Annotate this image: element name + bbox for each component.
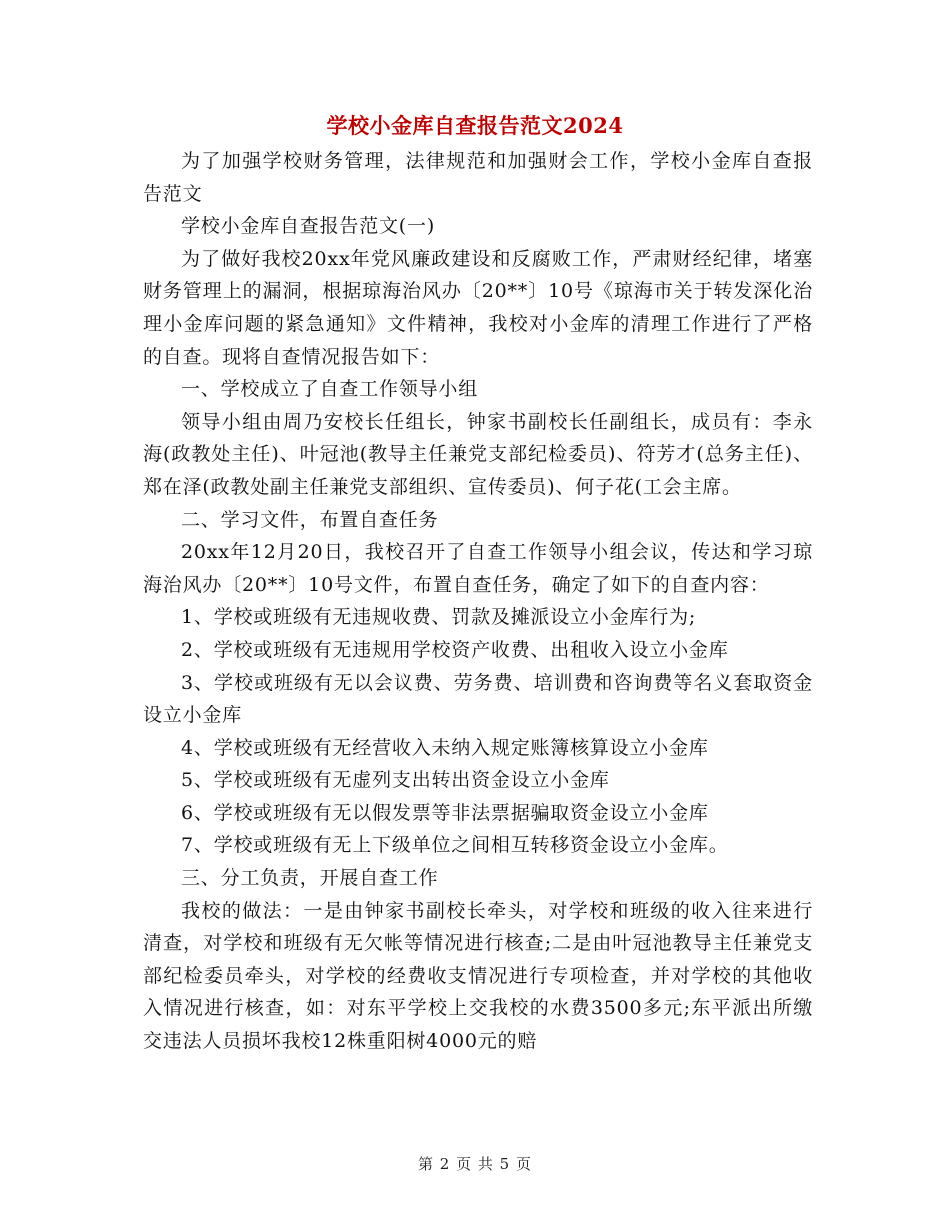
list-item: 7、学校或班级有无上下级单位之间相互转移资金设立小金库。 <box>181 834 729 857</box>
body-paragraph: 20xx年12月20日，我校召开了自查工作领导小组会议，传达和学习琼海治风办〔20**〕10号文件，布置自查任务，确定了如下的自查内容： <box>143 541 813 596</box>
body-paragraph: 为了做好我校20xx年党风廉政建设和反腐败工作，严肃财经纪律，堵塞财务管理上的漏洞，根据琼海治风办〔20**〕10号《琼海市关于转发深化治理小金库问题的紧急通知》文件精神，我校对小金库的清理工作进行了严格的自查。现将自查情况报告如下： <box>143 247 813 368</box>
list-item: 3、学校或班级有无以会议费、劳务费、培训费和咨询费等名义套取资金设立小金库 <box>143 671 813 727</box>
body-paragraph: 领导小组由周乃安校长任组长，钟家书副校长任副组长，成员有：李永海(政教处主任)、叶冠池(教导主任兼党支部纪检委员)、符芳才(总务主任)、郑在泽(政教处副主任兼党支部组织、宣传委员)、何子花(工会主席。 <box>143 410 813 498</box>
list-item: 1、学校或班级有无违规收费、罚款及摊派设立小金库行为; <box>181 606 697 629</box>
section-heading: 三、分工负责，开展自查工作 <box>181 867 439 890</box>
list-item: 4、学校或班级有无经营收入未纳入规定账簿核算设立小金库 <box>181 736 709 759</box>
body-paragraph: 我校的做法：一是由钟家书副校长牵头，对学校和班级的收入往来进行清查，对学校和班级有无欠帐等情况进行核查;二是由叶冠池教导主任兼党支部纪检委员牵头，对学校的经费收支情况进行专项检查，并对学校的其他收入情况进行核查，如：对东平学校上交我校的水费3500多元;东平派出所缴交违法人员损坏我校12株重阳树4000元的赔 <box>143 899 813 1053</box>
section-heading: 学校小金库自查报告范文(一) <box>181 215 436 238</box>
document-title: 学校小金库自查报告范文2024 <box>326 113 624 138</box>
intro-paragraph: 为了加强学校财务管理，法律规范和加强财会工作，学校小金库自查报告范文 <box>143 150 813 205</box>
list-item: 6、学校或班级有无以假发票等非法票据骗取资金设立小金库 <box>181 801 709 824</box>
section-heading: 二、学习文件，布置自查任务 <box>181 508 439 531</box>
document-body <box>143 145 813 1058</box>
section-heading: 一、学校成立了自查工作领导小组 <box>181 378 479 401</box>
list-item: 5、学校或班级有无虚列支出转出资金设立小金库 <box>181 769 610 792</box>
list-item: 2、学校或班级有无违规用学校资产收费、出租收入设立小金库 <box>181 638 729 661</box>
page-number-footer: 第 2 页 共 5 页 <box>418 1155 532 1173</box>
